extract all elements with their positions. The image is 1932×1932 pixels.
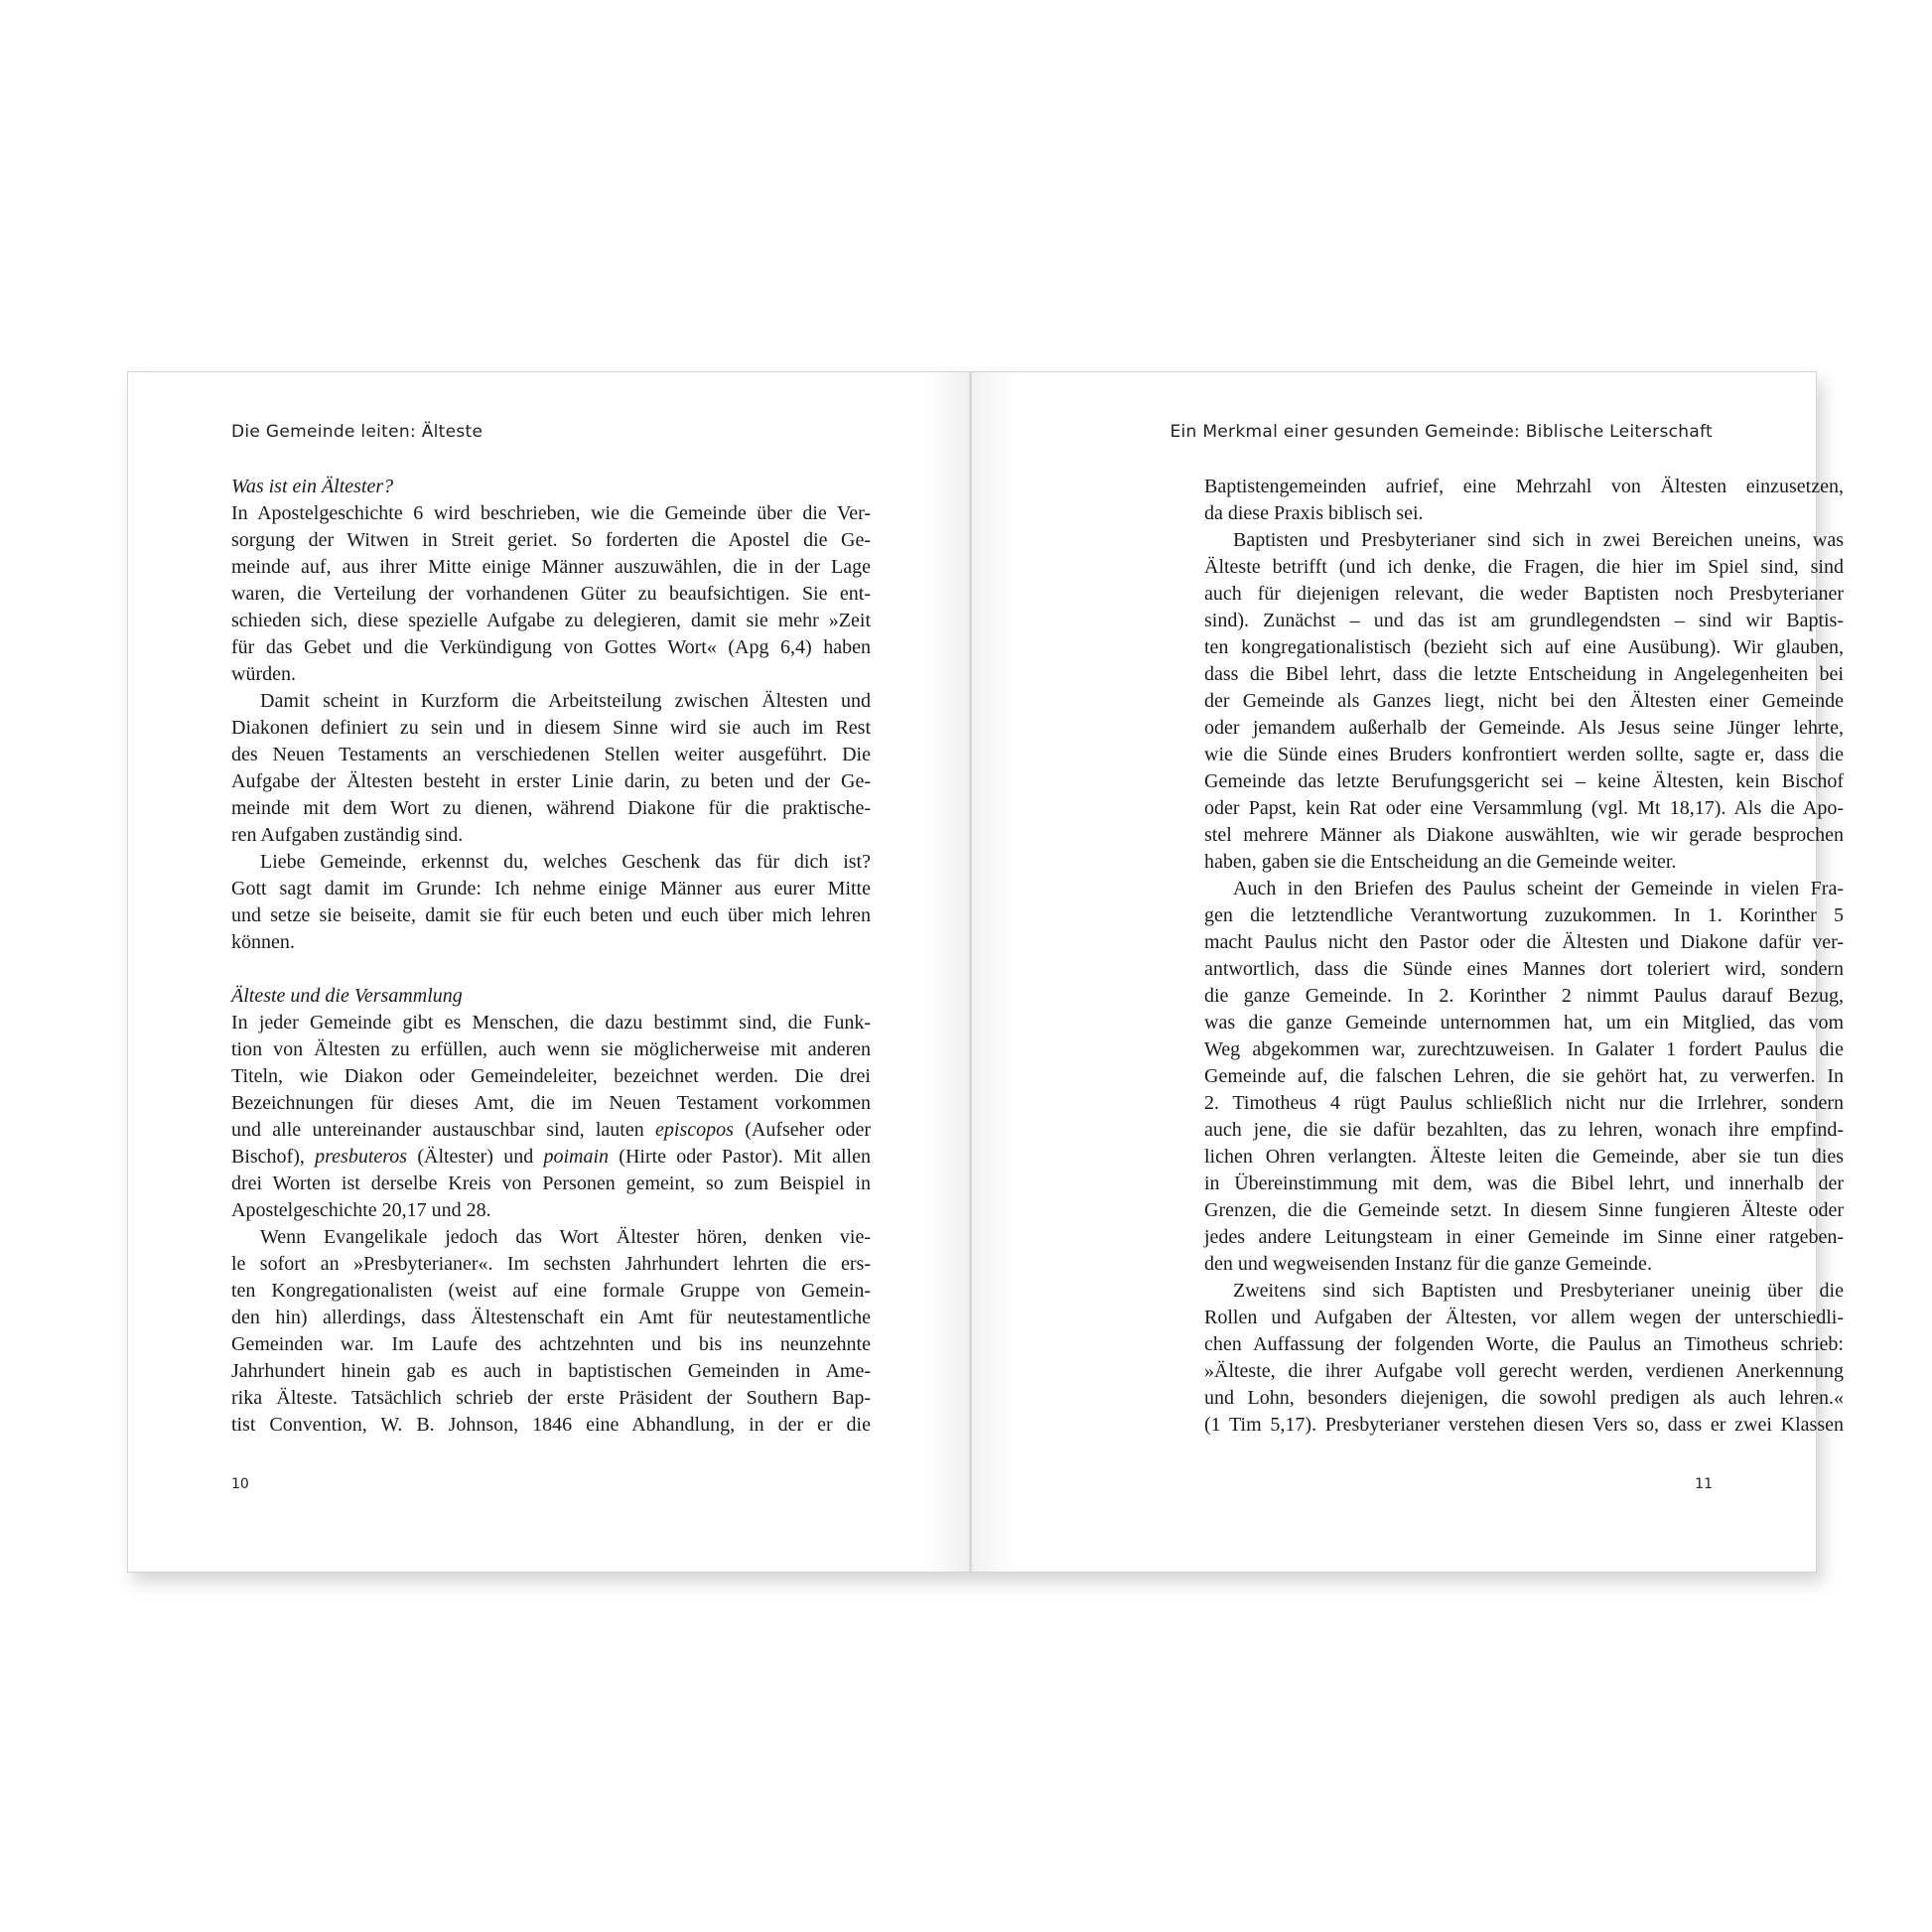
text-line: ren Aufgaben zuständig sind.	[231, 824, 464, 846]
text-line: in Übereinstimmung mit dem, was die Bibel lehrt, und innerhalb der	[1204, 1173, 1844, 1194]
text-line: würden.	[231, 663, 296, 685]
text-line: Zweitens sind sich Baptisten und Presbyterianer uneinig über die	[1233, 1280, 1844, 1302]
text-line: 2. Timotheus 4 rügt Paulus schließlich nicht nur die Irrlehrer, sondern	[1204, 1092, 1844, 1114]
text-line: lichen Ohren verlangten. Älteste leiten die Gemeinde, aber sie tun dies	[1204, 1146, 1844, 1168]
text-line: chen Auffassung der folgenden Worte, die Paulus an Timotheus schrieb:	[1204, 1333, 1844, 1355]
text-line: tist Convention, W. B. Johnson, 1846 eine Abhandlung, in der er die	[231, 1414, 871, 1436]
paragraph	[1204, 1278, 1844, 1439]
text-line: auch für diejenigen relevant, die weder Baptisten noch Presbyterianer	[1204, 583, 1844, 605]
greek-term: episcopos	[655, 1119, 734, 1141]
text-line: den hin) allerdings, dass Ältestenschaft ein Amt für neutestamentliche	[231, 1307, 871, 1328]
left-page-body	[231, 474, 871, 1439]
text-line: In Apostelgeschichte 6 wird beschrieben, wie die Gemeinde über die Ver-	[231, 502, 871, 524]
text-run: Bischof),	[231, 1146, 316, 1168]
text-line: Baptisten und Presbyterianer sind sich in zwei Bereichen uneins, was	[1233, 529, 1844, 551]
text-line: Rollen und Aufgaben der Ältesten, vor allem wegen der unterschiedli-	[1204, 1307, 1844, 1328]
text-line: Gott sagt damit im Grunde: Ich nehme einige Männer aus eurer Mitte	[231, 878, 871, 899]
text-line: ten Kongregationalisten (weist auf eine formale Gruppe von Gemein-	[231, 1280, 871, 1302]
page-number-left: 10	[231, 1476, 249, 1492]
text-line: drei Worten ist derselbe Kreis von Personen gemeint, so zum Beispiel in	[231, 1173, 871, 1194]
text-line: Gemeinde auf, die falschen Lehren, die sie gehört hat, zu verwerfen. In	[1204, 1065, 1844, 1087]
right-page	[972, 372, 1844, 1572]
text-line: Jahrhundert hinein gab es auch in baptistischen Gemeinden in Ame-	[231, 1360, 871, 1382]
text-line: In jeder Gemeinde gibt es Menschen, die dazu bestimmt sind, die Funk-	[231, 1012, 871, 1034]
text-line: meinde auf, aus ihrer Mitte einige Männer auszuwählen, die in der Lage	[231, 556, 871, 578]
text-line: und setze sie beiseite, damit sie für euch beten und euch über mich lehren	[231, 904, 871, 926]
text-run: (Aufseher oder	[733, 1119, 871, 1141]
text-line: des Neuen Testaments an verschiedenen Stellen weiter ausgeführt. Die	[231, 744, 871, 765]
paragraph	[231, 1224, 871, 1439]
text-line: tion von Ältesten zu erfüllen, auch wenn sie möglicherweise mit anderen	[231, 1038, 871, 1060]
text-line: Wenn Evangelikale jedoch das Wort Ältester hören, denken vie-	[260, 1226, 871, 1248]
paragraph	[231, 849, 871, 956]
text-line: sind). Zunächst – und das ist am grundlegendsten – sind wir Baptis-	[1204, 610, 1844, 631]
text-line: sorgung der Witwen in Streit geriet. So forderten die Apostel die Ge-	[231, 529, 871, 551]
running-head-left: Die Gemeinde leiten: Älteste	[231, 422, 483, 442]
text-line: stel mehrere Männer als Diakone auswählten, wie wir gerade besprochen	[1204, 824, 1844, 846]
section-heading: Was ist ein Ältester?	[231, 476, 394, 497]
text-line: Bezeichnungen für dieses Amt, die im Neuen Testament vorkommen	[231, 1092, 871, 1114]
page-number-right: 11	[1695, 1476, 1713, 1492]
text-line: jedes andere Leitungsteam in einer Gemeinde im Sinne einer ratgeben-	[1204, 1226, 1844, 1248]
text-line: Baptistengemeinden aufrief, eine Mehrzahl von Ältesten einzusetzen,	[1204, 476, 1844, 497]
text-line: waren, die Verteilung der vorhandenen Güter zu beaufsichtigen. Sie ent-	[231, 583, 871, 605]
text-line: Gemeinde das letzte Berufungsgericht sei – keine Ältesten, kein Bischof	[1204, 770, 1844, 792]
text-line: Damit scheint in Kurzform die Arbeitsteilung zwischen Ältesten und	[260, 690, 871, 712]
text-line: Titeln, wie Diakon oder Gemeindeleiter, bezeichnet werden. Die drei	[231, 1065, 871, 1087]
text-line: haben, gaben sie die Entscheidung an die Gemeinde weiter.	[1204, 851, 1677, 873]
text-line: wie die Sünde eines Bruders konfrontiert werden sollte, sagte er, dass die	[1204, 744, 1844, 765]
text-line: »Älteste, die ihrer Aufgabe voll gerecht werden, verdienen Anerkennung	[1204, 1360, 1844, 1382]
text-line: Diakonen definiert zu sein und in diesem Sinne wird sie auch im Rest	[231, 717, 871, 739]
text-line: antwortlich, dass die Sünde eines Mannes dort toleriert wird, sondern	[1204, 958, 1844, 980]
book-spread	[127, 371, 1844, 1573]
text-run: (Ältester) und	[407, 1146, 544, 1168]
text-run: und alle untereinander austauschbar sind, lauten	[231, 1119, 656, 1141]
text-line: können.	[231, 931, 295, 953]
paragraph	[1204, 876, 1844, 1278]
gutter-shadow	[923, 372, 969, 1572]
text-line: Grenzen, die die Gemeinde setzt. In diesem Sinne fungieren Älteste oder	[1204, 1199, 1844, 1221]
text-line: ten kongregationalistisch (bezieht sich auf eine Ausübung). Wir glauben,	[1204, 636, 1844, 658]
text-line: le sofort an »Presbyterianer«. Im sechsten Jahrhundert lehrten die ers-	[231, 1253, 871, 1275]
paragraph	[231, 500, 871, 688]
greek-term: presbuteros	[315, 1146, 408, 1168]
text-line: gen die letztendliche Verantwortung zuzukommen. In 1. Korinther 5	[1204, 904, 1844, 926]
right-page-body	[1204, 474, 1844, 1439]
section-heading: Älteste und die Versammlung	[231, 985, 463, 1007]
text-line: dass die Bibel lehrt, dass die letzte Entscheidung in Angelegenheiten bei	[1204, 663, 1844, 685]
text-line: Liebe Gemeinde, erkennst du, welches Geschenk das für dich ist?	[260, 851, 871, 873]
text-line: meinde mit dem Wort zu dienen, während Diakone für die praktische-	[231, 797, 871, 819]
text-line: Gemeinden war. Im Laufe des achtzehnten und bis ins neunzehnte	[231, 1333, 871, 1355]
text-line: auch jene, die sie dafür bezahlten, das zu lehren, wonach ihre empfind-	[1204, 1119, 1844, 1141]
text-line: (1 Tim 5,17). Presbyterianer verstehen diesen Vers so, dass er zwei Klassen	[1204, 1414, 1844, 1436]
gutter-shadow	[972, 372, 1018, 1572]
text-line: Älteste betrifft (und ich denke, die Fragen, die hier im Spiel sind, sind	[1204, 556, 1844, 578]
text-line: Weg abgekommen war, zurechtzuweisen. In Galater 1 fordert Paulus die	[1204, 1038, 1844, 1060]
text-line: was die ganze Gemeinde unternommen hat, um ein Mitglied, das vom	[1204, 1012, 1844, 1034]
text-run: (Hirte oder Pastor). Mit allen	[609, 1146, 871, 1168]
paragraph	[231, 688, 871, 849]
text-line	[231, 1144, 871, 1171]
text-line: rika Älteste. Tatsächlich schrieb der erste Präsident der Southern Bap-	[231, 1387, 871, 1409]
text-line: da diese Praxis biblisch sei.	[1204, 502, 1424, 524]
text-line: oder jemandem außerhalb der Gemeinde. Als Jesus seine Jünger lehrte,	[1204, 717, 1844, 739]
text-line: oder Papst, kein Rat oder eine Versammlung (vgl. Mt 18,17). Als die Apo-	[1204, 797, 1844, 819]
running-head-right: Ein Merkmal einer gesunden Gemeinde: Biblische Leiterschaft	[1170, 422, 1713, 442]
text-line: der Gemeinde als Ganzes liegt, nicht bei den Ältesten einer Gemeinde	[1204, 690, 1844, 712]
paragraph	[1204, 527, 1844, 876]
section-spacer	[231, 956, 871, 983]
text-line: Auch in den Briefen des Paulus scheint der Gemeinde in vielen Fra-	[1233, 878, 1844, 899]
paragraph	[231, 1010, 871, 1224]
paragraph	[1204, 474, 1844, 527]
text-line: Apostelgeschichte 20,17 und 28.	[231, 1199, 491, 1221]
text-line	[231, 1117, 871, 1144]
text-line: und Lohn, besonders diejenigen, die sowohl predigen als auch lehren.«	[1204, 1387, 1844, 1409]
greek-term: poimain	[543, 1146, 610, 1168]
text-line: den und wegweisenden Instanz für die ganze Gemeinde.	[1204, 1253, 1652, 1275]
text-line: macht Paulus nicht den Pastor oder die Ältesten und Diakone dafür ver-	[1204, 931, 1844, 953]
text-line: für das Gebet und die Verkündigung von Gottes Wort« (Apg 6,4) haben	[231, 636, 871, 658]
left-page	[128, 372, 969, 1572]
text-line: schieden sich, diese spezielle Aufgabe zu delegieren, damit sie mehr »Zeit	[231, 610, 871, 631]
text-line: die ganze Gemeinde. In 2. Korinther 2 nimmt Paulus darauf Bezug,	[1204, 985, 1844, 1007]
text-line: Aufgabe der Ältesten besteht in erster Linie darin, zu beten und der Ge-	[231, 770, 871, 792]
